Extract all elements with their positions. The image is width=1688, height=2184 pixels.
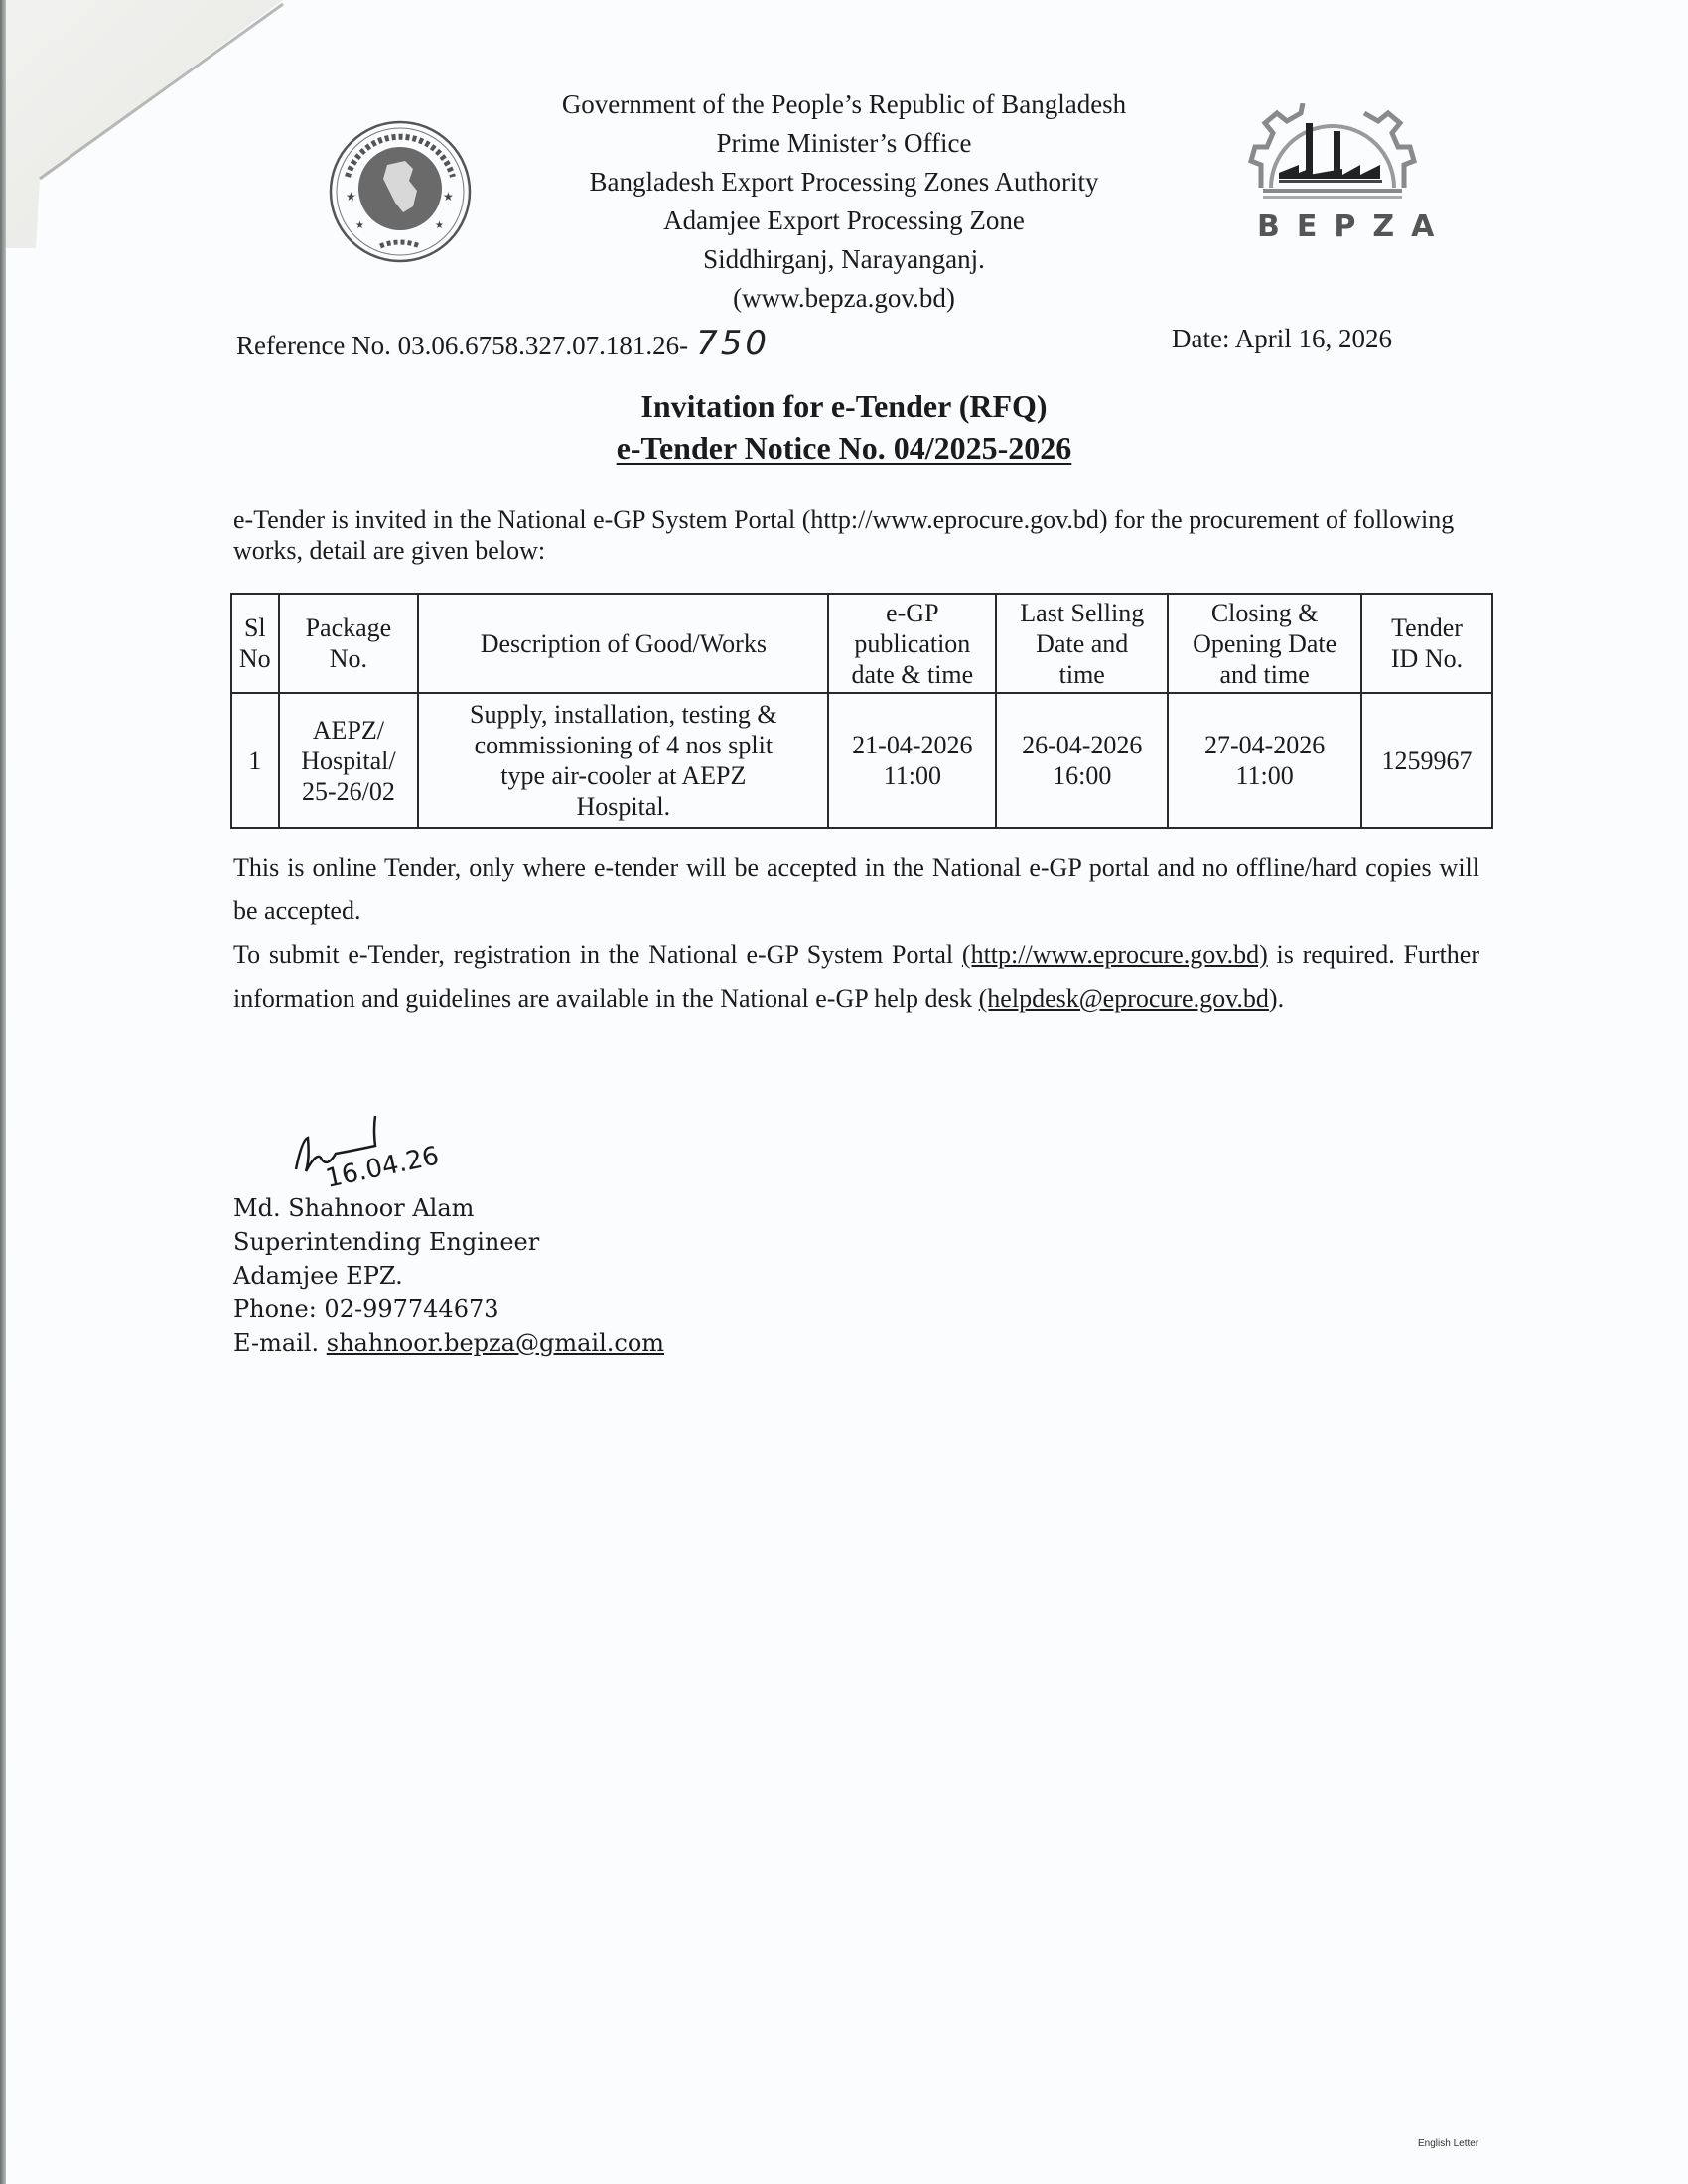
title-notice-number: e-Tender Notice No. 04/2025-2026 — [616, 430, 1072, 466]
cell-package: AEPZ/ Hospital/ 25-26/02 — [279, 693, 419, 828]
footer-tag: English Letter — [1418, 2138, 1479, 2149]
header-ministry: Prime Minister’s Office — [716, 128, 972, 158]
factory-gear-icon — [1243, 103, 1422, 203]
scan-edge — [0, 0, 6, 2184]
bepza-wordmark: BEPZA — [1257, 209, 1452, 244]
government-seal-icon — [326, 117, 475, 266]
header-government: Government of the People’s Republic of Bangladesh — [561, 89, 1127, 119]
tender-table — [230, 593, 1493, 829]
folded-corner — [0, 0, 288, 248]
col-last-selling: Last Selling Date and time — [996, 594, 1168, 693]
svg-text:★: ★ — [346, 190, 356, 204]
signatory-block — [233, 1191, 664, 1360]
header-zone: Adamjee Export Processing Zone — [663, 205, 1025, 235]
svg-text:16.04.26: 16.04.26 — [323, 1141, 442, 1194]
handwritten-signature — [288, 1110, 487, 1199]
col-description: Description of Good/Works — [418, 594, 828, 693]
cell-description: Supply, installation, testing & commissioning of 4 nos split type air-cooler at AEPZ Hospital. — [418, 693, 828, 828]
col-tender-id: Tender ID No. — [1361, 594, 1492, 693]
table-row — [231, 693, 1492, 828]
cell-last-selling: 26-04-2026 16:00 — [996, 693, 1168, 828]
cell-closing-opening: 27-04-2026 11:00 — [1168, 693, 1361, 828]
title-invitation: Invitation for e-Tender (RFQ) — [640, 388, 1048, 424]
signatory-phone: Phone: 02-997744673 — [233, 1296, 499, 1323]
reference-label: Reference No. 03.06.6758.327.07.181.26- — [236, 331, 689, 360]
svg-text:★: ★ — [443, 190, 454, 204]
signatory-email-link[interactable]: shahnoor.bepza@gmail.com — [326, 1329, 665, 1357]
cell-publication: 21-04-2026 11:00 — [828, 693, 996, 828]
online-tender-note: This is online Tender, only where e-tender will be accepted in the National e-GP portal and no offline/hard copies will be accepted. — [233, 853, 1479, 925]
col-closing-opening: Closing & Opening Date and time — [1168, 594, 1361, 693]
signatory-office: Adamjee EPZ. — [233, 1262, 403, 1290]
letter-date: Date: April 16, 2026 — [1172, 324, 1392, 353]
notice-title — [397, 385, 1291, 469]
table-header-row — [231, 594, 1492, 693]
cell-tender-id: 1259967 — [1361, 693, 1492, 828]
col-sl-no: Sl No — [231, 594, 279, 693]
svg-text:★: ★ — [435, 220, 444, 231]
registration-note: To submit e-Tender, registration in the National e-GP System Portal (http://www.eprocure.gov.bd) is required. Further information and guidelines are available in the National e-GP help desk (helpdesk@eprocure.gov.bd). — [233, 940, 1479, 1013]
header-authority: Bangladesh Export Processing Zones Authority — [589, 167, 1099, 197]
bepza-logo — [1243, 103, 1452, 244]
intro-paragraph: e-Tender is invited in the National e-GP System Portal (http://www.eprocure.gov.bd) for the procurement of following works, detail are given below: — [233, 505, 1455, 565]
signatory-name: Md. Shahnoor Alam — [233, 1194, 475, 1222]
reference-handwritten-number: 750 — [696, 324, 771, 363]
col-egp-publication: e-GP publication date & time — [828, 594, 996, 693]
helpdesk-email-link[interactable]: (helpdesk@eprocure.gov.bd — [978, 984, 1269, 1013]
reference-number — [236, 324, 770, 363]
eprocure-link[interactable]: (http://www.eprocure.gov.bd) — [961, 940, 1268, 969]
header-website: (www.bepza.gov.bd) — [733, 283, 955, 313]
header-address: Siddhirganj, Narayanganj. — [703, 244, 985, 274]
letterhead — [496, 85, 1192, 318]
svg-text:★: ★ — [355, 220, 364, 231]
cell-sl: 1 — [231, 693, 279, 828]
signatory-designation: Superintending Engineer — [233, 1228, 540, 1256]
signatory-email-line: E-mail. shahnoor.bepza@gmail.com — [233, 1329, 665, 1357]
col-package-no: Package No. — [279, 594, 419, 693]
